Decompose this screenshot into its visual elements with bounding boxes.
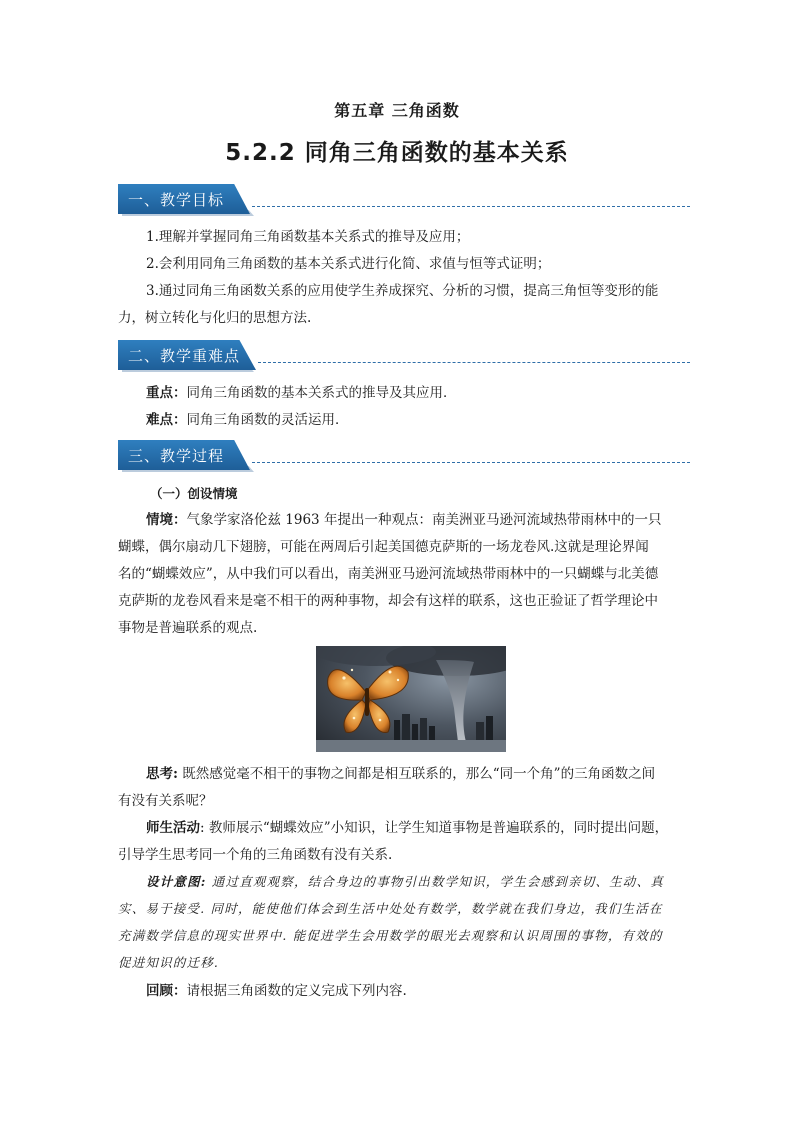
review-label: 回顾： (146, 983, 187, 999)
activity-text: : 教师展示“蝴蝶效应”小知识，让学生知道事物是普遍联系的，同时提出问题， (200, 820, 669, 836)
scene-paragraph-line: 名的“蝴蝶效应”，从中我们可以看出，南美洲亚马逊河流域热带雨林中的一只蝴蝶与北美德 (118, 566, 659, 582)
lesson-title: 5.2.2 同角三角函数的基本关系 (225, 140, 569, 166)
section-header-keypoints (118, 340, 690, 374)
intent-paragraph-line: 实、易于接受. 同时，能使他们体会到生活中处处有数学，数学就在我们身边，我们生活在 (118, 901, 663, 916)
intent-paragraph-line (146, 869, 690, 895)
dashed-divider (252, 206, 690, 207)
think-paragraph-line (146, 761, 690, 787)
review-text: 请根据三角函数的定义完成下列内容. (186, 983, 407, 999)
section-header-process (118, 440, 690, 474)
section-label: 一、教学目标 (128, 191, 225, 209)
dashed-divider (252, 462, 690, 463)
goal-item: 1.理解并掌握同角三角函数基本关系式的推导及应用； (146, 229, 470, 245)
section-label: 三、教学过程 (128, 447, 225, 465)
hard-text: 同角三角函数的灵活运用． (186, 412, 349, 428)
scene-label: 情境： (146, 512, 187, 528)
goal-item: 力，树立转化与化归的思想方法. (118, 310, 312, 326)
butterfly-tornado-image (316, 646, 506, 752)
goal-item: 3.通过同角三角函数关系的应用使学生养成探究、分析的习惯，提高三角恒等变形的能 (146, 283, 659, 299)
subsection-title: （一）创设情境 (150, 486, 238, 501)
illustration-svg (316, 646, 506, 752)
review-paragraph (146, 978, 690, 1004)
dashed-divider (258, 362, 690, 363)
scene-paragraph-line (146, 507, 690, 533)
chapter-heading: 第五章 三角函数 (334, 101, 460, 120)
section-label: 二、教学重难点 (128, 347, 241, 365)
section-header-goals (118, 184, 690, 218)
key-point (146, 380, 690, 406)
scene-paragraph-line: 蝴蝶，偶尔扇动几下翅膀，可能在两周后引起美国德克萨斯的一场龙卷风.这就是理论界闻 (118, 539, 649, 555)
scene-text: 气象学家洛伦兹 1963 年提出一种观点：南美洲亚马逊河流域热带雨林中的一只 (186, 512, 662, 528)
think-label: 思考: (146, 766, 178, 782)
key-label: 重点： (146, 385, 187, 401)
key-text: 同角三角函数的基本关系式的推导及其应用． (186, 385, 457, 401)
hard-label: 难点： (146, 412, 187, 428)
intent-paragraph-line: 促进知识的迁移. (118, 955, 220, 970)
intent-text: 通过直观观察，结合身边的事物引出数学知识，学生会感到亲切、生动、真 (206, 874, 664, 889)
activity-paragraph-line (146, 815, 690, 841)
activity-label: 师生活动 (146, 820, 200, 836)
intent-label: 设计意图: (146, 874, 207, 889)
think-paragraph-line: 有没有关系呢？ (118, 793, 213, 809)
scene-paragraph-line: 事物是普遍联系的观点. (118, 620, 258, 636)
intent-paragraph-line: 充满数学信息的现实世界中. 能促进学生会用数学的眼光去观察和认识周围的事物，有效的 (118, 928, 663, 943)
hard-point (146, 407, 690, 433)
scene-paragraph-line: 克萨斯的龙卷风看来是毫不相干的两种事物，却会有这样的联系，这也正验证了哲学理论中 (118, 593, 658, 609)
goal-item: 2.会利用同角三角函数的基本关系式进行化简、求值与恒等式证明； (146, 256, 551, 272)
activity-paragraph-line: 引导学生思考同一个角的三角函数有没有关系. (118, 847, 393, 863)
think-text: 既然感觉毫不相干的事物之间都是相互联系的，那么“同一个角”的三角函数之间 (177, 766, 656, 782)
